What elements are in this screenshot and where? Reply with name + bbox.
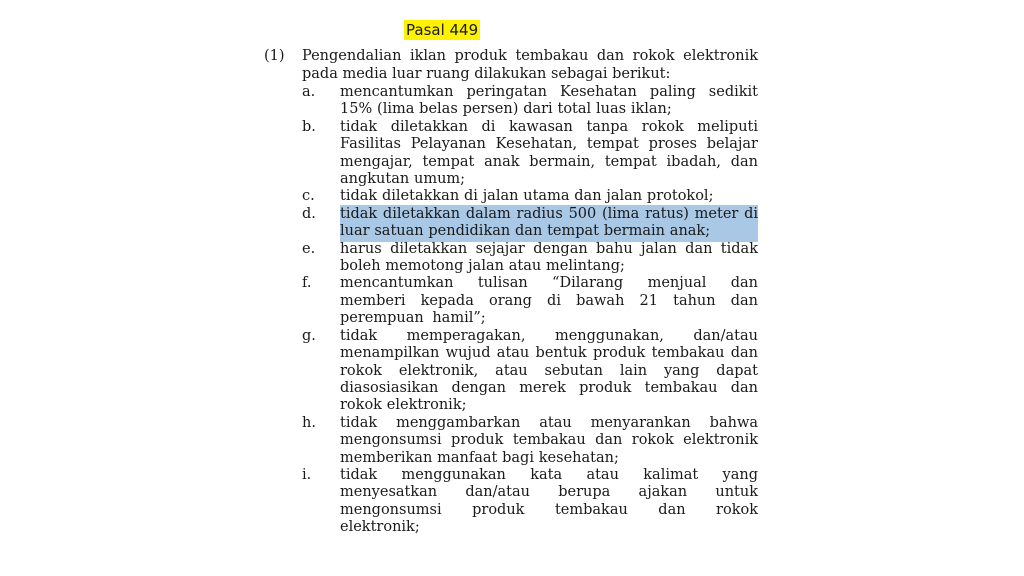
list-item-h xyxy=(302,415,758,467)
paragraph-number: (1) xyxy=(264,48,285,64)
item-letter: i. xyxy=(302,466,312,483)
item-letter: h. xyxy=(302,414,316,431)
item-text: harus diletakkan sejajar dengan bahu jalan dan tidak boleh memotong jalan atau melintang; xyxy=(340,240,758,275)
paragraph-intro: Pengendalian iklan produk tembakau dan rokok elektronik pada media luar ruang dilakukan sebagai berikut: xyxy=(302,48,758,82)
list-item-c xyxy=(302,188,758,205)
item-text: tidak diletakkan di kawasan tanpa rokok meliputi Fasilitas Pelayanan Kesehatan, tempat proses belajar mengajar, tempat anak bermain, tempat ibadah, dan angkutan umum; xyxy=(340,118,758,188)
item-text: mencantumkan peringatan Kesehatan paling sedikit 15% (lima belas persen) dari total luas iklan; xyxy=(340,84,758,118)
item-letter: a. xyxy=(302,84,316,100)
article-title: Pasal 449 xyxy=(406,21,479,39)
item-letter: g. xyxy=(302,327,316,344)
item-list xyxy=(302,84,758,537)
list-item-i xyxy=(302,467,758,537)
list-item-f xyxy=(302,275,758,327)
item-text: tidak menggunakan kata atau kalimat yang menyesatkan dan/atau berupa ajakan untuk mengonsumsi produk tembakau dan rokok elektronik; xyxy=(340,466,758,536)
item-letter: c. xyxy=(302,188,315,205)
item-text: tidak diletakkan di jalan utama dan jalan protokol; xyxy=(340,188,714,205)
item-letter: e. xyxy=(302,240,316,257)
list-item-a xyxy=(302,84,758,119)
item-text: tidak memperagakan, menggunakan, dan/atau menampilkan wujud atau bentuk produk tembakau dan rokok elektronik, atau sebutan lain yang dapat diasosiasikan dengan merek produk tembakau dan rokok elektronik; xyxy=(340,327,758,414)
item-text: tidak menggambarkan atau menyarankan bahwa mengonsumsi produk tembakau dan rokok elektronik memberikan manfaat bagi kesehatan; xyxy=(340,414,758,466)
item-text: mencantumkan tulisan “Dilarang menjual dan memberi kepada orang di bawah 21 tahun dan perempuan hamil”; xyxy=(340,275,758,327)
item-letter: d. xyxy=(302,205,316,222)
highlighted-selection[interactable]: tidak diletakkan dalam radius 500 (lima ratus) meter di luar satuan pendidikan dan tempat bermain anak; xyxy=(340,205,758,240)
item-letter: f. xyxy=(302,275,312,292)
list-item-d-highlighted xyxy=(302,206,758,241)
list-item-e xyxy=(302,241,758,276)
list-item-b xyxy=(302,119,758,189)
list-item-g xyxy=(302,328,758,415)
item-letter: b. xyxy=(302,118,316,135)
